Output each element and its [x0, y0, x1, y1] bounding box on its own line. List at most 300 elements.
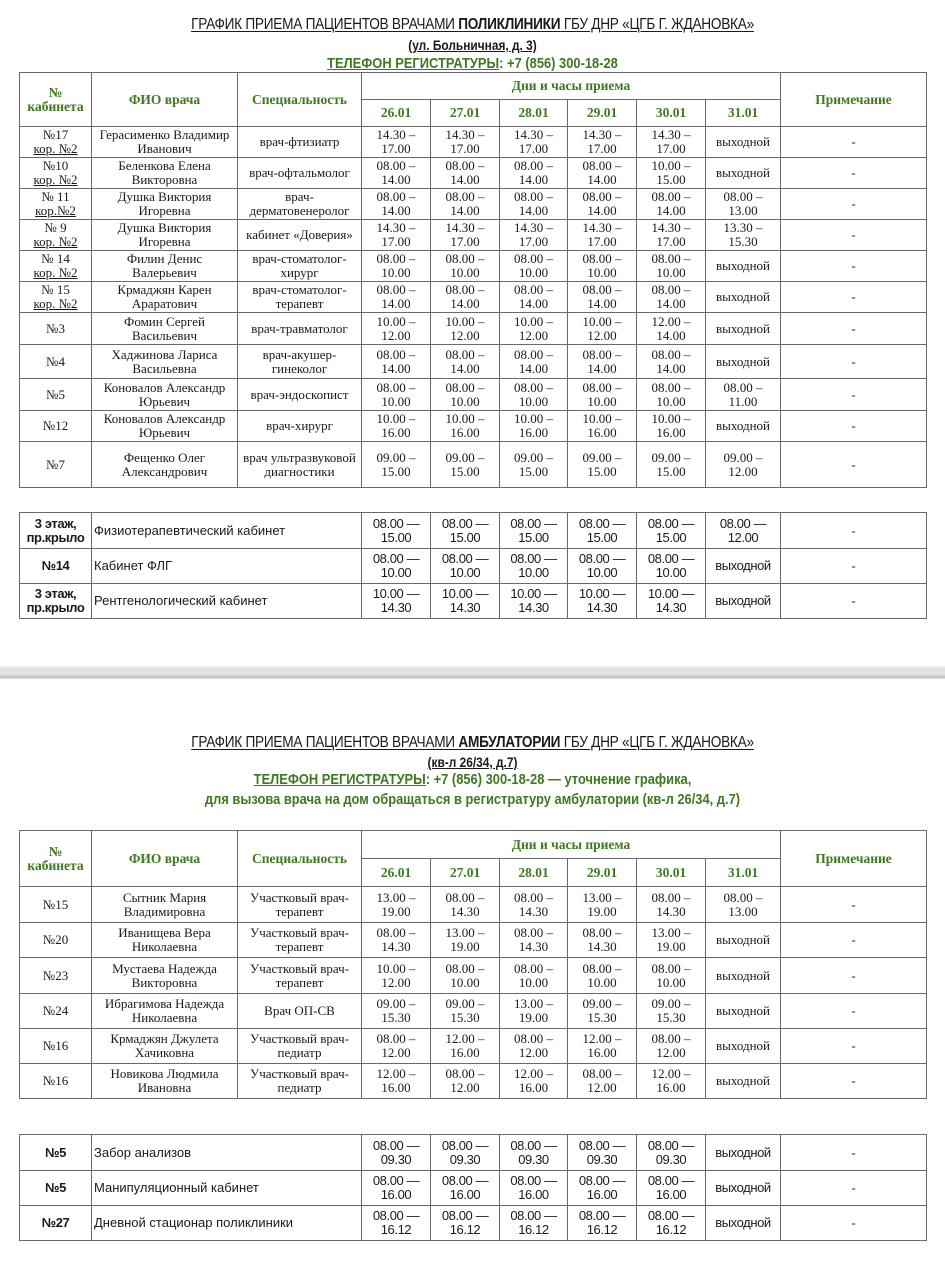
polyclinic-phone: [66, 55, 879, 72]
hours-cell: 09.00 – 15.00: [568, 442, 637, 488]
note-cell: -: [781, 887, 927, 923]
day-off: выходной: [706, 345, 781, 379]
date-header: 31.01: [706, 100, 781, 127]
phone-value: : +7 (856) 300-18-28 — уточнение графика,: [425, 771, 692, 788]
date-header: 30.01: [637, 859, 706, 887]
title-bold: АМБУЛАТОРИИ: [458, 734, 561, 751]
specialty: Участковый врач-терапевт: [238, 887, 362, 923]
hours-cell: 12.00 – 14.00: [637, 313, 706, 345]
specialty: Участковый врач-педиатр: [238, 1064, 362, 1099]
specialty: врач-офтальмолог: [238, 158, 362, 189]
note-cell: -: [781, 1206, 927, 1241]
day-off: выходной: [706, 158, 781, 189]
doctor-row: [20, 887, 927, 923]
col-header-room: № кабинета: [20, 831, 92, 887]
date-header: 31.01: [706, 859, 781, 887]
col-header-name: ФИО врача: [92, 73, 238, 127]
title-text: ГРАФИК ПРИЕМА ПАЦИЕНТОВ ВРАЧАМИ: [191, 734, 459, 751]
hours-cell: 14.30 – 17.00: [362, 220, 431, 251]
hours-cell: 09.00 – 15.30: [568, 994, 637, 1029]
hours-cell: 10.00 — 14.30: [568, 584, 637, 619]
specialty: Участковый врач-терапевт: [238, 958, 362, 994]
hours-cell: 08.00 — 16.00: [362, 1171, 431, 1206]
doctor-name: Ибрагимова Надежда Николаевна: [92, 994, 238, 1029]
doctor-name: Душка Виктория Игоревна: [92, 189, 238, 220]
day-off: выходной: [706, 958, 781, 994]
specialty: врач-акушер-гинеколог: [238, 345, 362, 379]
room-label: 3 этаж, пр.крыло: [26, 586, 85, 615]
service-name: Забор анализов: [92, 1135, 362, 1171]
hours-cell: 08.00 – 10.00: [362, 379, 431, 411]
doctor-row: [20, 189, 927, 220]
specialty: врач ультразвуковой диагностики: [238, 442, 362, 488]
ambulatory-doctors-table: [19, 830, 927, 1099]
service-name: Манипуляционный кабинет: [92, 1171, 362, 1206]
date-header: 26.01: [362, 100, 431, 127]
room-label: №12: [42, 418, 69, 433]
hours-cell: 08.00 — 09.30: [431, 1135, 500, 1171]
hours-cell: 08.00 – 10.00: [500, 379, 568, 411]
day-off: выходной: [706, 127, 781, 158]
hours-cell: 08.00 — 15.00: [568, 513, 637, 549]
hours-cell: 08.00 – 14.00: [568, 158, 637, 189]
phone-value: : +7 (856) 300-18-28: [499, 55, 618, 72]
specialty: Участковый врач-терапевт: [238, 923, 362, 958]
day-off: выходной: [706, 1171, 781, 1206]
col-header-room: № кабинета: [20, 73, 92, 127]
doctor-name: Иванищева Вера Николаевна: [92, 923, 238, 958]
hours-cell: 08.00 – 14.30: [500, 923, 568, 958]
hours-cell: 13.00 – 19.00: [637, 923, 706, 958]
room-number: [20, 220, 92, 251]
specialty: врач-стоматолог-терапевт: [238, 282, 362, 313]
doctor-name: Мустаева Надежда Викторовна: [92, 958, 238, 994]
day-off: выходной: [706, 282, 781, 313]
hours-cell: 14.30 – 17.00: [637, 127, 706, 158]
col-header-days: Дни и часы приема: [362, 73, 781, 100]
note-cell: -: [781, 251, 927, 282]
note-cell: -: [781, 442, 927, 488]
room-number: [20, 994, 92, 1029]
hours-cell: 10.00 — 14.30: [637, 584, 706, 619]
hours-cell: 14.30 – 17.00: [637, 220, 706, 251]
doctor-row: [20, 220, 927, 251]
note-cell: -: [781, 411, 927, 442]
building-label: кор. №2: [33, 141, 78, 156]
note-cell: -: [781, 513, 927, 549]
hours-cell: 10.00 — 14.30: [431, 584, 500, 619]
doctor-row: [20, 379, 927, 411]
hours-cell: 13.30 – 15.30: [706, 220, 781, 251]
day-off: выходной: [706, 1206, 781, 1241]
room-number: [20, 158, 92, 189]
hours-cell: 12.00 – 16.00: [431, 1029, 500, 1064]
date-header: 27.01: [431, 100, 500, 127]
hours-cell: 12.00 – 16.00: [637, 1064, 706, 1099]
hours-cell: 08.00 – 14.00: [568, 189, 637, 220]
doctor-row: [20, 251, 927, 282]
ambulatory-address: [71, 754, 874, 770]
service-row: [20, 513, 927, 549]
hours-cell: 08.00 – 14.00: [362, 189, 431, 220]
room-number: [20, 411, 92, 442]
hours-cell: 08.00 — 16.12: [431, 1206, 500, 1241]
hours-cell: 08.00 – 14.00: [431, 189, 500, 220]
room-number: [20, 189, 92, 220]
hours-cell: 08.00 — 10.00: [637, 549, 706, 584]
room-label: №5: [45, 1144, 66, 1160]
doctor-name: Коновалов Александр Юрьевич: [92, 411, 238, 442]
hours-cell: 09.00 – 15.30: [362, 994, 431, 1029]
hours-cell: 09.00 – 15.30: [637, 994, 706, 1029]
hours-cell: 08.00 — 09.30: [362, 1135, 431, 1171]
note-cell: -: [781, 1064, 927, 1099]
hours-cell: 08.00 — 16.00: [500, 1171, 568, 1206]
room-number: [20, 251, 92, 282]
hours-cell: 08.00 – 14.00: [568, 345, 637, 379]
day-off: выходной: [706, 1029, 781, 1064]
address-text: (кв-л 26/34, д.7): [427, 754, 518, 770]
building-label: кор. №2: [33, 265, 78, 280]
room-label: № 9: [44, 220, 67, 235]
col-header-note: Примечание: [781, 73, 927, 127]
note-cell: -: [781, 994, 927, 1029]
room-label: № 11: [41, 189, 70, 204]
hours-cell: 08.00 – 14.00: [500, 282, 568, 313]
service-row: [20, 1135, 927, 1171]
hours-cell: 08.00 — 16.12: [637, 1206, 706, 1241]
room-number: [20, 282, 92, 313]
hours-cell: 14.30 – 17.00: [431, 127, 500, 158]
hours-cell: 10.00 — 14.30: [362, 584, 431, 619]
hours-cell: 08.00 – 14.00: [431, 282, 500, 313]
doctor-name: Герасименко Владимир Иванович: [92, 127, 238, 158]
doctor-row: [20, 1029, 927, 1064]
col-header-days: Дни и часы приема: [362, 831, 781, 859]
hours-cell: 10.00 — 14.30: [500, 584, 568, 619]
phone-label: ТЕЛЕФОН РЕГИСТРАТУРЫ: [253, 771, 426, 788]
date-header: 26.01: [362, 859, 431, 887]
room-number: [20, 127, 92, 158]
doctor-row: [20, 313, 927, 345]
hours-cell: 10.00 – 16.00: [637, 411, 706, 442]
doctor-name: Филин Денис Валерьевич: [92, 251, 238, 282]
room-number: [20, 1064, 92, 1099]
specialty: врач-хирург: [238, 411, 362, 442]
specialty: врач-стоматолог-хирург: [238, 251, 362, 282]
hours-cell: 08.00 – 10.00: [431, 251, 500, 282]
title-text: ГРАФИК ПРИЕМА ПАЦИЕНТОВ ВРАЧАМИ: [191, 16, 459, 33]
note-cell: -: [781, 1135, 927, 1171]
address-text: (ул. Больничная, д. 3): [408, 37, 537, 53]
doctor-row: [20, 958, 927, 994]
hours-cell: 08.00 — 10.00: [568, 549, 637, 584]
hours-cell: 14.30 – 17.00: [500, 127, 568, 158]
hours-cell: 08.00 — 16.00: [431, 1171, 500, 1206]
specialty: врач-дерматовенеролог: [238, 189, 362, 220]
col-header-specialty: Специальность: [238, 831, 362, 887]
room-label: №15: [42, 896, 69, 912]
hours-cell: 08.00 – 14.00: [637, 282, 706, 313]
specialty: врач-фтизиатр: [238, 127, 362, 158]
ambulatory-phone: [66, 771, 879, 788]
hours-cell: 08.00 – 14.30: [431, 887, 500, 923]
date-header: 30.01: [637, 100, 706, 127]
hours-cell: 08.00 — 12.00: [706, 513, 781, 549]
col-header-name: ФИО врача: [92, 831, 238, 887]
room-label: №27: [41, 1215, 70, 1230]
note-cell: -: [781, 189, 927, 220]
hours-cell: 08.00 – 14.00: [500, 345, 568, 379]
hours-cell: 08.00 – 13.00: [706, 189, 781, 220]
hours-cell: 08.00 – 10.00: [637, 379, 706, 411]
hours-cell: 08.00 — 10.00: [362, 549, 431, 584]
hours-cell: 12.00 – 16.00: [362, 1064, 431, 1099]
hours-cell: 08.00 – 10.00: [362, 251, 431, 282]
room-label: №16: [42, 1038, 69, 1053]
service-row: [20, 1206, 927, 1241]
hours-cell: 09.00 – 15.00: [637, 442, 706, 488]
hours-cell: 08.00 – 10.00: [500, 958, 568, 994]
hours-cell: 08.00 – 12.00: [637, 1029, 706, 1064]
note-cell: -: [781, 1171, 927, 1206]
room-number: [20, 584, 92, 619]
day-off: выходной: [706, 411, 781, 442]
note-cell: -: [781, 923, 927, 958]
date-header: 28.01: [500, 100, 568, 127]
note-cell: -: [781, 158, 927, 189]
hours-cell: 08.00 – 14.00: [362, 345, 431, 379]
hours-cell: 08.00 — 10.00: [431, 549, 500, 584]
hours-cell: 14.30 – 17.00: [362, 127, 431, 158]
room-number: [20, 1206, 92, 1241]
room-number: [20, 513, 92, 549]
hours-cell: 10.00 – 16.00: [431, 411, 500, 442]
day-off: выходной: [706, 549, 781, 584]
room-label: № 15: [41, 282, 70, 297]
specialty: врач-травматолог: [238, 313, 362, 345]
hours-cell: 10.00 – 16.00: [362, 411, 431, 442]
room-number: [20, 313, 92, 345]
ambulatory-title: [57, 734, 889, 752]
doctor-row: [20, 994, 927, 1029]
hours-cell: 10.00 – 12.00: [431, 313, 500, 345]
polyclinic-address: [71, 37, 874, 53]
doctor-row: [20, 158, 927, 189]
room-number: [20, 345, 92, 379]
col-header-note: Примечание: [781, 831, 927, 887]
day-off: выходной: [706, 923, 781, 958]
day-off: выходной: [706, 994, 781, 1029]
hours-cell: 08.00 – 10.00: [568, 958, 637, 994]
day-off: выходной: [706, 1135, 781, 1171]
doctor-name: Душка Виктория Игоревна: [92, 220, 238, 251]
doctor-row: [20, 923, 927, 958]
room-label: №4: [46, 353, 65, 369]
phone-label: ТЕЛЕФОН РЕГИСТРАТУРЫ: [327, 55, 500, 72]
hours-cell: 08.00 – 14.00: [431, 158, 500, 189]
hours-cell: 14.30 – 17.00: [431, 220, 500, 251]
building-label: кор. №2: [33, 234, 78, 249]
specialty: кабинет «Доверия»: [238, 220, 362, 251]
hours-cell: 08.00 – 14.00: [500, 158, 568, 189]
hours-cell: 13.00 – 19.00: [431, 923, 500, 958]
doctor-name: Беленкова Елена Викторовна: [92, 158, 238, 189]
hours-cell: 09.00 – 15.00: [500, 442, 568, 488]
room-number: [20, 1171, 92, 1206]
hours-cell: 08.00 — 09.30: [568, 1135, 637, 1171]
room-label: №23: [42, 967, 69, 983]
day-off: выходной: [706, 584, 781, 619]
hours-cell: 12.00 – 16.00: [568, 1029, 637, 1064]
hours-cell: 13.00 – 19.00: [568, 887, 637, 923]
service-name: Рентгенологический кабинет: [92, 584, 362, 619]
room-label: №3: [46, 320, 65, 336]
hours-cell: 08.00 – 10.00: [431, 379, 500, 411]
note-cell: -: [781, 584, 927, 619]
doctor-name: Крмаджян Карен Араратович: [92, 282, 238, 313]
hours-cell: 08.00 — 16.12: [568, 1206, 637, 1241]
specialty: Врач ОП-СВ: [238, 994, 362, 1029]
hours-cell: 08.00 – 14.30: [637, 887, 706, 923]
hours-cell: 09.00 – 15.00: [362, 442, 431, 488]
service-name: Дневной стационар поликлиники: [92, 1206, 362, 1241]
day-off: выходной: [706, 251, 781, 282]
hours-cell: 08.00 – 14.00: [362, 158, 431, 189]
hours-cell: 14.30 – 17.00: [568, 127, 637, 158]
service-row: [20, 1171, 927, 1206]
hours-cell: 13.00 – 19.00: [362, 887, 431, 923]
polyclinic-services-table: [19, 512, 927, 619]
hours-cell: 08.00 – 12.00: [500, 1029, 568, 1064]
hours-cell: 08.00 – 10.00: [431, 958, 500, 994]
col-header-specialty: Специальность: [238, 73, 362, 127]
title-text-post: ГБУ ДНР «ЦГБ Г. ЖДАНОВКА»: [560, 16, 754, 33]
hours-cell: 08.00 – 14.00: [637, 189, 706, 220]
title-text-post: ГБУ ДНР «ЦГБ Г. ЖДАНОВКА»: [560, 734, 754, 751]
specialty: Участковый врач-педиатр: [238, 1029, 362, 1064]
hours-cell: 12.00 – 16.00: [500, 1064, 568, 1099]
hours-cell: 09.00 – 12.00: [706, 442, 781, 488]
room-label: №10: [42, 158, 69, 173]
polyclinic-title: [57, 16, 889, 34]
hours-cell: 08.00 – 12.00: [431, 1064, 500, 1099]
note-cell: -: [781, 345, 927, 379]
note-cell: -: [781, 220, 927, 251]
hours-cell: 08.00 — 09.30: [637, 1135, 706, 1171]
page-separator: [0, 666, 945, 679]
hours-cell: 08.00 — 16.00: [637, 1171, 706, 1206]
room-label: №5: [45, 1180, 66, 1195]
room-label: №7: [46, 456, 65, 472]
hours-cell: 08.00 – 14.00: [500, 189, 568, 220]
room-label: № 14: [41, 251, 70, 266]
note-cell: -: [781, 1029, 927, 1064]
hours-cell: 08.00 — 16.12: [362, 1206, 431, 1241]
room-label: №24: [42, 1003, 69, 1018]
hours-cell: 08.00 – 14.00: [362, 282, 431, 313]
note-cell: -: [781, 958, 927, 994]
hours-cell: 08.00 — 15.00: [500, 513, 568, 549]
specialty: врач-эндоскопист: [238, 379, 362, 411]
ambulatory-services-table: [19, 1134, 927, 1241]
hours-cell: 08.00 – 10.00: [637, 251, 706, 282]
hours-cell: 10.00 – 12.00: [362, 958, 431, 994]
room-label: №16: [42, 1073, 69, 1088]
hours-cell: 08.00 — 16.00: [568, 1171, 637, 1206]
hours-cell: 08.00 – 12.00: [568, 1064, 637, 1099]
day-off: выходной: [706, 1064, 781, 1099]
hours-cell: 08.00 – 10.00: [637, 958, 706, 994]
doctor-name: Хаджинова Лариса Васильевна: [92, 345, 238, 379]
room-number: [20, 379, 92, 411]
doctor-row: [20, 411, 927, 442]
note-cell: -: [781, 379, 927, 411]
hours-cell: 08.00 – 14.00: [637, 345, 706, 379]
hours-cell: 08.00 — 15.00: [362, 513, 431, 549]
hours-cell: 08.00 — 15.00: [637, 513, 706, 549]
room-label: №5: [46, 386, 65, 402]
doctor-name: Фещенко Олег Александрович: [92, 442, 238, 488]
hours-cell: 08.00 – 10.00: [568, 251, 637, 282]
day-off: выходной: [706, 313, 781, 345]
hours-cell: 14.30 – 17.00: [568, 220, 637, 251]
hours-cell: 10.00 – 12.00: [568, 313, 637, 345]
hours-cell: 08.00 – 11.00: [706, 379, 781, 411]
note-cell: -: [781, 549, 927, 584]
hours-cell: 08.00 – 14.00: [431, 345, 500, 379]
hours-cell: 10.00 – 12.00: [362, 313, 431, 345]
room-number: [20, 923, 92, 958]
hours-cell: 08.00 — 15.00: [431, 513, 500, 549]
building-label: кор.№2: [35, 203, 76, 218]
hours-cell: 10.00 – 16.00: [500, 411, 568, 442]
hours-cell: 10.00 – 16.00: [568, 411, 637, 442]
hours-cell: 14.30 – 17.00: [500, 220, 568, 251]
service-name: Физиотерапевтический кабинет: [92, 513, 362, 549]
hours-cell: 09.00 – 15.00: [431, 442, 500, 488]
doctor-name: Коновалов Александр Юрьевич: [92, 379, 238, 411]
room-number: [20, 1029, 92, 1064]
room-label: 3 этаж, пр.крыло: [26, 515, 85, 545]
room-number: [20, 958, 92, 994]
hours-cell: 08.00 – 10.00: [500, 251, 568, 282]
doctor-row: [20, 127, 927, 158]
hours-cell: 10.00 – 15.00: [637, 158, 706, 189]
date-header: 29.01: [568, 100, 637, 127]
hours-cell: 08.00 – 14.30: [500, 887, 568, 923]
doctor-name: Крмаджян Джулета Хачиковна: [92, 1029, 238, 1064]
service-name: Кабинет ФЛГ: [92, 549, 362, 584]
date-header: 29.01: [568, 859, 637, 887]
room-label: №14: [41, 558, 70, 573]
hours-cell: 08.00 – 13.00: [706, 887, 781, 923]
hours-cell: 08.00 – 14.30: [362, 923, 431, 958]
date-header: 27.01: [431, 859, 500, 887]
hours-cell: 08.00 – 14.00: [568, 282, 637, 313]
title-bold: ПОЛИКЛИНИКИ: [458, 16, 561, 33]
doctor-row: [20, 282, 927, 313]
hours-cell: 10.00 – 12.00: [500, 313, 568, 345]
doctor-name: Фомин Сергей Васильевич: [92, 313, 238, 345]
doctor-row: [20, 1064, 927, 1099]
hours-cell: 09.00 – 15.30: [431, 994, 500, 1029]
building-label: кор. №2: [33, 172, 78, 187]
polyclinic-doctors-table: [19, 72, 927, 488]
room-number: [20, 549, 92, 584]
note-cell: -: [781, 127, 927, 158]
room-number: [20, 1135, 92, 1171]
